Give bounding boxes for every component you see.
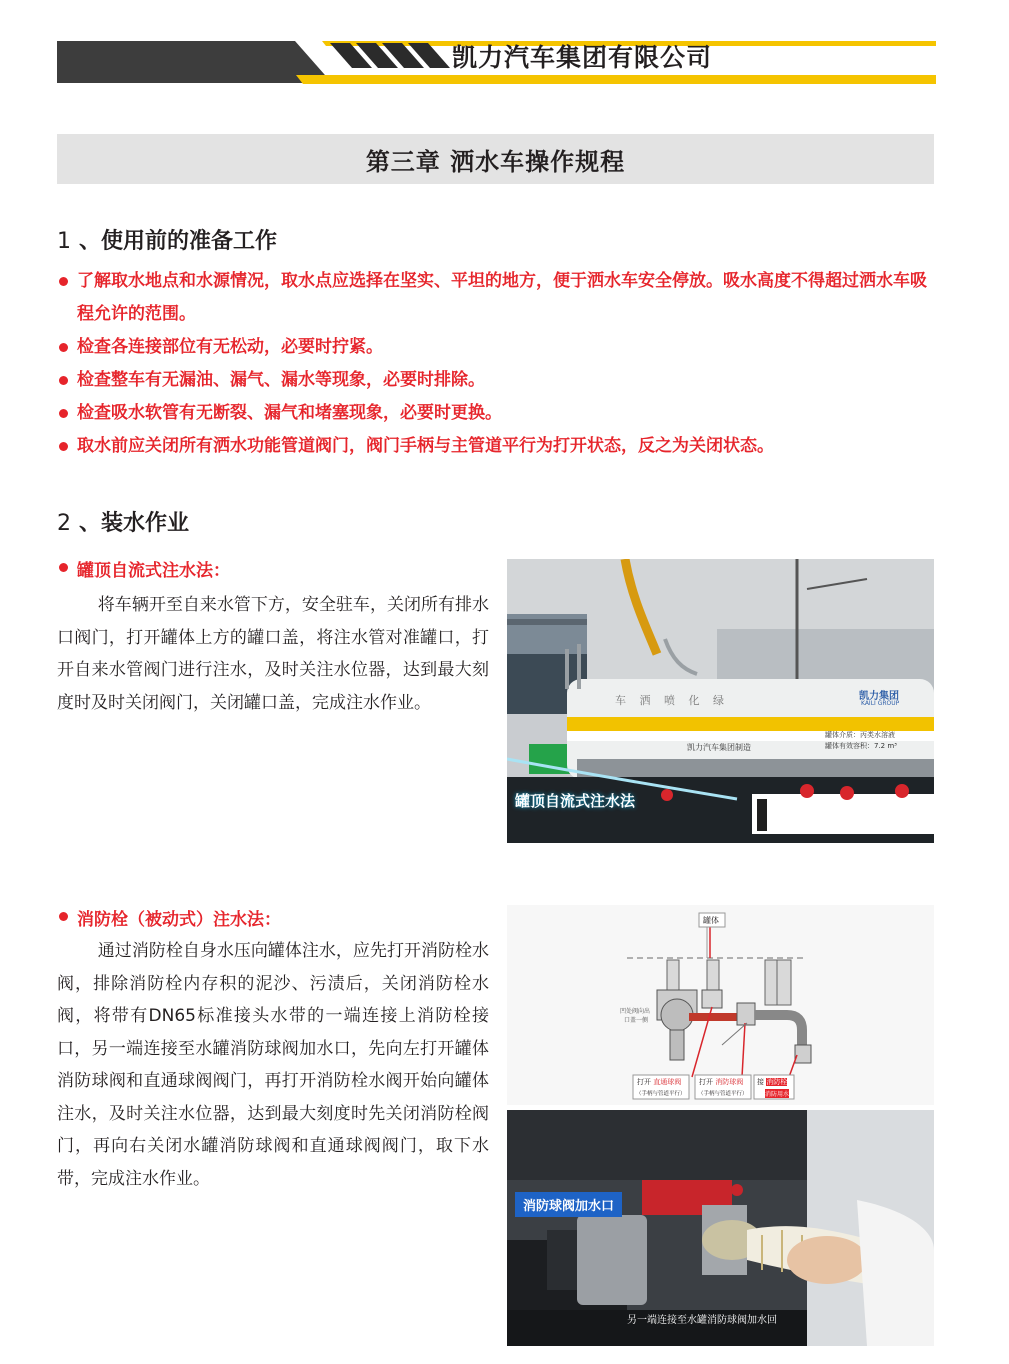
method-1-title: 罐顶自流式注水法： (57, 556, 230, 581)
list-item: 检查吸水软管有无断裂、漏气和堵塞现象，必要时更换。 (57, 397, 937, 430)
preparation-list (57, 265, 937, 463)
photo-caption: 消防球阀加水口 (515, 1192, 622, 1217)
photo-caption: 罐顶自流式注水法 (515, 792, 636, 810)
section-2-number: 2 (57, 511, 71, 536)
box-2-note: （手柄与管道平行） (698, 1091, 748, 1097)
list-item: 了解取水地点和水源情况，取水点应选择在坚实、平坦的地方，便于洒水车安全停放。吸水高度不得超过洒水车吸程允许的范围。 (57, 265, 937, 331)
photo-subtitle: 另一端连接至水罐消防球阀加水回 (627, 1315, 777, 1326)
section-2-title: 、装水作业 (79, 511, 190, 536)
tank-top-filling-photo (507, 559, 934, 843)
tank-volume-label: 罐体有效容积：7.2 m³ (825, 742, 897, 750)
diagram-left-label-1: 凹处阀向出 (620, 1008, 651, 1015)
diagram-left-label-2: 口盖一侧 (624, 1017, 649, 1024)
box-2-action: 打开 消防球阀 (699, 1078, 744, 1086)
company-name: 凯力汽车集团有限公司 (452, 43, 713, 72)
section-1-heading (57, 224, 277, 255)
list-item: 检查整车有无漏油、漏气、漏水等现象，必要时排除。 (57, 364, 937, 397)
fire-valve-inlet-photo (507, 1110, 934, 1346)
chapter-title: 第三章 洒水车操作规程 (365, 147, 626, 176)
chapter-title-bar (57, 134, 934, 184)
page-header (0, 0, 1009, 100)
list-item: 检查各连接部位有无松动，必要时拧紧。 (57, 331, 937, 364)
tank-label: 罐体 (703, 916, 719, 925)
brand-logo-text: 凯力集团 (859, 691, 899, 702)
method-2-text: 通过消防栓自身水压向罐体注水，应先打开消防栓水阀，排除消防栓内存积的泥沙、污渍后，关闭消防栓水阀，将带有DN65标准接头水带的一端连接上消防栓接口，另一端连接至水罐消防球阀加水口，先向左打开罐体消防球阀和直通球阀阀门，再打开消防栓水阀开始向罐体注水，及时关注水位器，达到最大刻度时先关闭消防栓阀门，再向右关闭水罐消防球阀和直通球阀阀门，取下水带，完成注水作业。 (57, 941, 489, 1189)
maker-label: 凯力汽车集团制造 (687, 743, 751, 752)
list-item: 取水前应关闭所有洒水功能管道阀门，阀门手柄与主管道平行为打开状态，反之为关闭状态。 (57, 430, 937, 463)
box-3-action: 接 消防栓 (757, 1078, 788, 1086)
section-2-heading (57, 506, 189, 537)
tank-medium-label: 罐体介质：丙类水溶液 (825, 731, 895, 739)
fire-hydrant-valve-diagram (507, 905, 934, 1105)
section-1-number: 1 (57, 229, 71, 254)
brand-logo-subtext: KAILI GROUP (861, 700, 900, 707)
valve-piping-schematic (507, 905, 934, 1105)
box-1-action: 打开 直通球阀 (637, 1078, 682, 1086)
tank-side-lettering: 车 洒 喷 化 绿 (615, 694, 729, 707)
method-2-title: 消防栓（被动式）注水法： (57, 905, 281, 930)
method-1-text: 将车辆开至自来水管下方，安全驻车，关闭所有排水口阀门，打开罐体上方的罐口盖，将注水管对准罐口，打开自来水管阀门进行注水，及时关注水位器，达到最大刻度时及时关闭阀门，关闭罐口盖，完成注水作业。 (57, 595, 489, 713)
box-1-note: （手柄与管道平行） (636, 1091, 686, 1097)
section-1-title: 、使用前的准备工作 (79, 229, 278, 254)
box-3-note: 消防用水 (765, 1091, 790, 1098)
